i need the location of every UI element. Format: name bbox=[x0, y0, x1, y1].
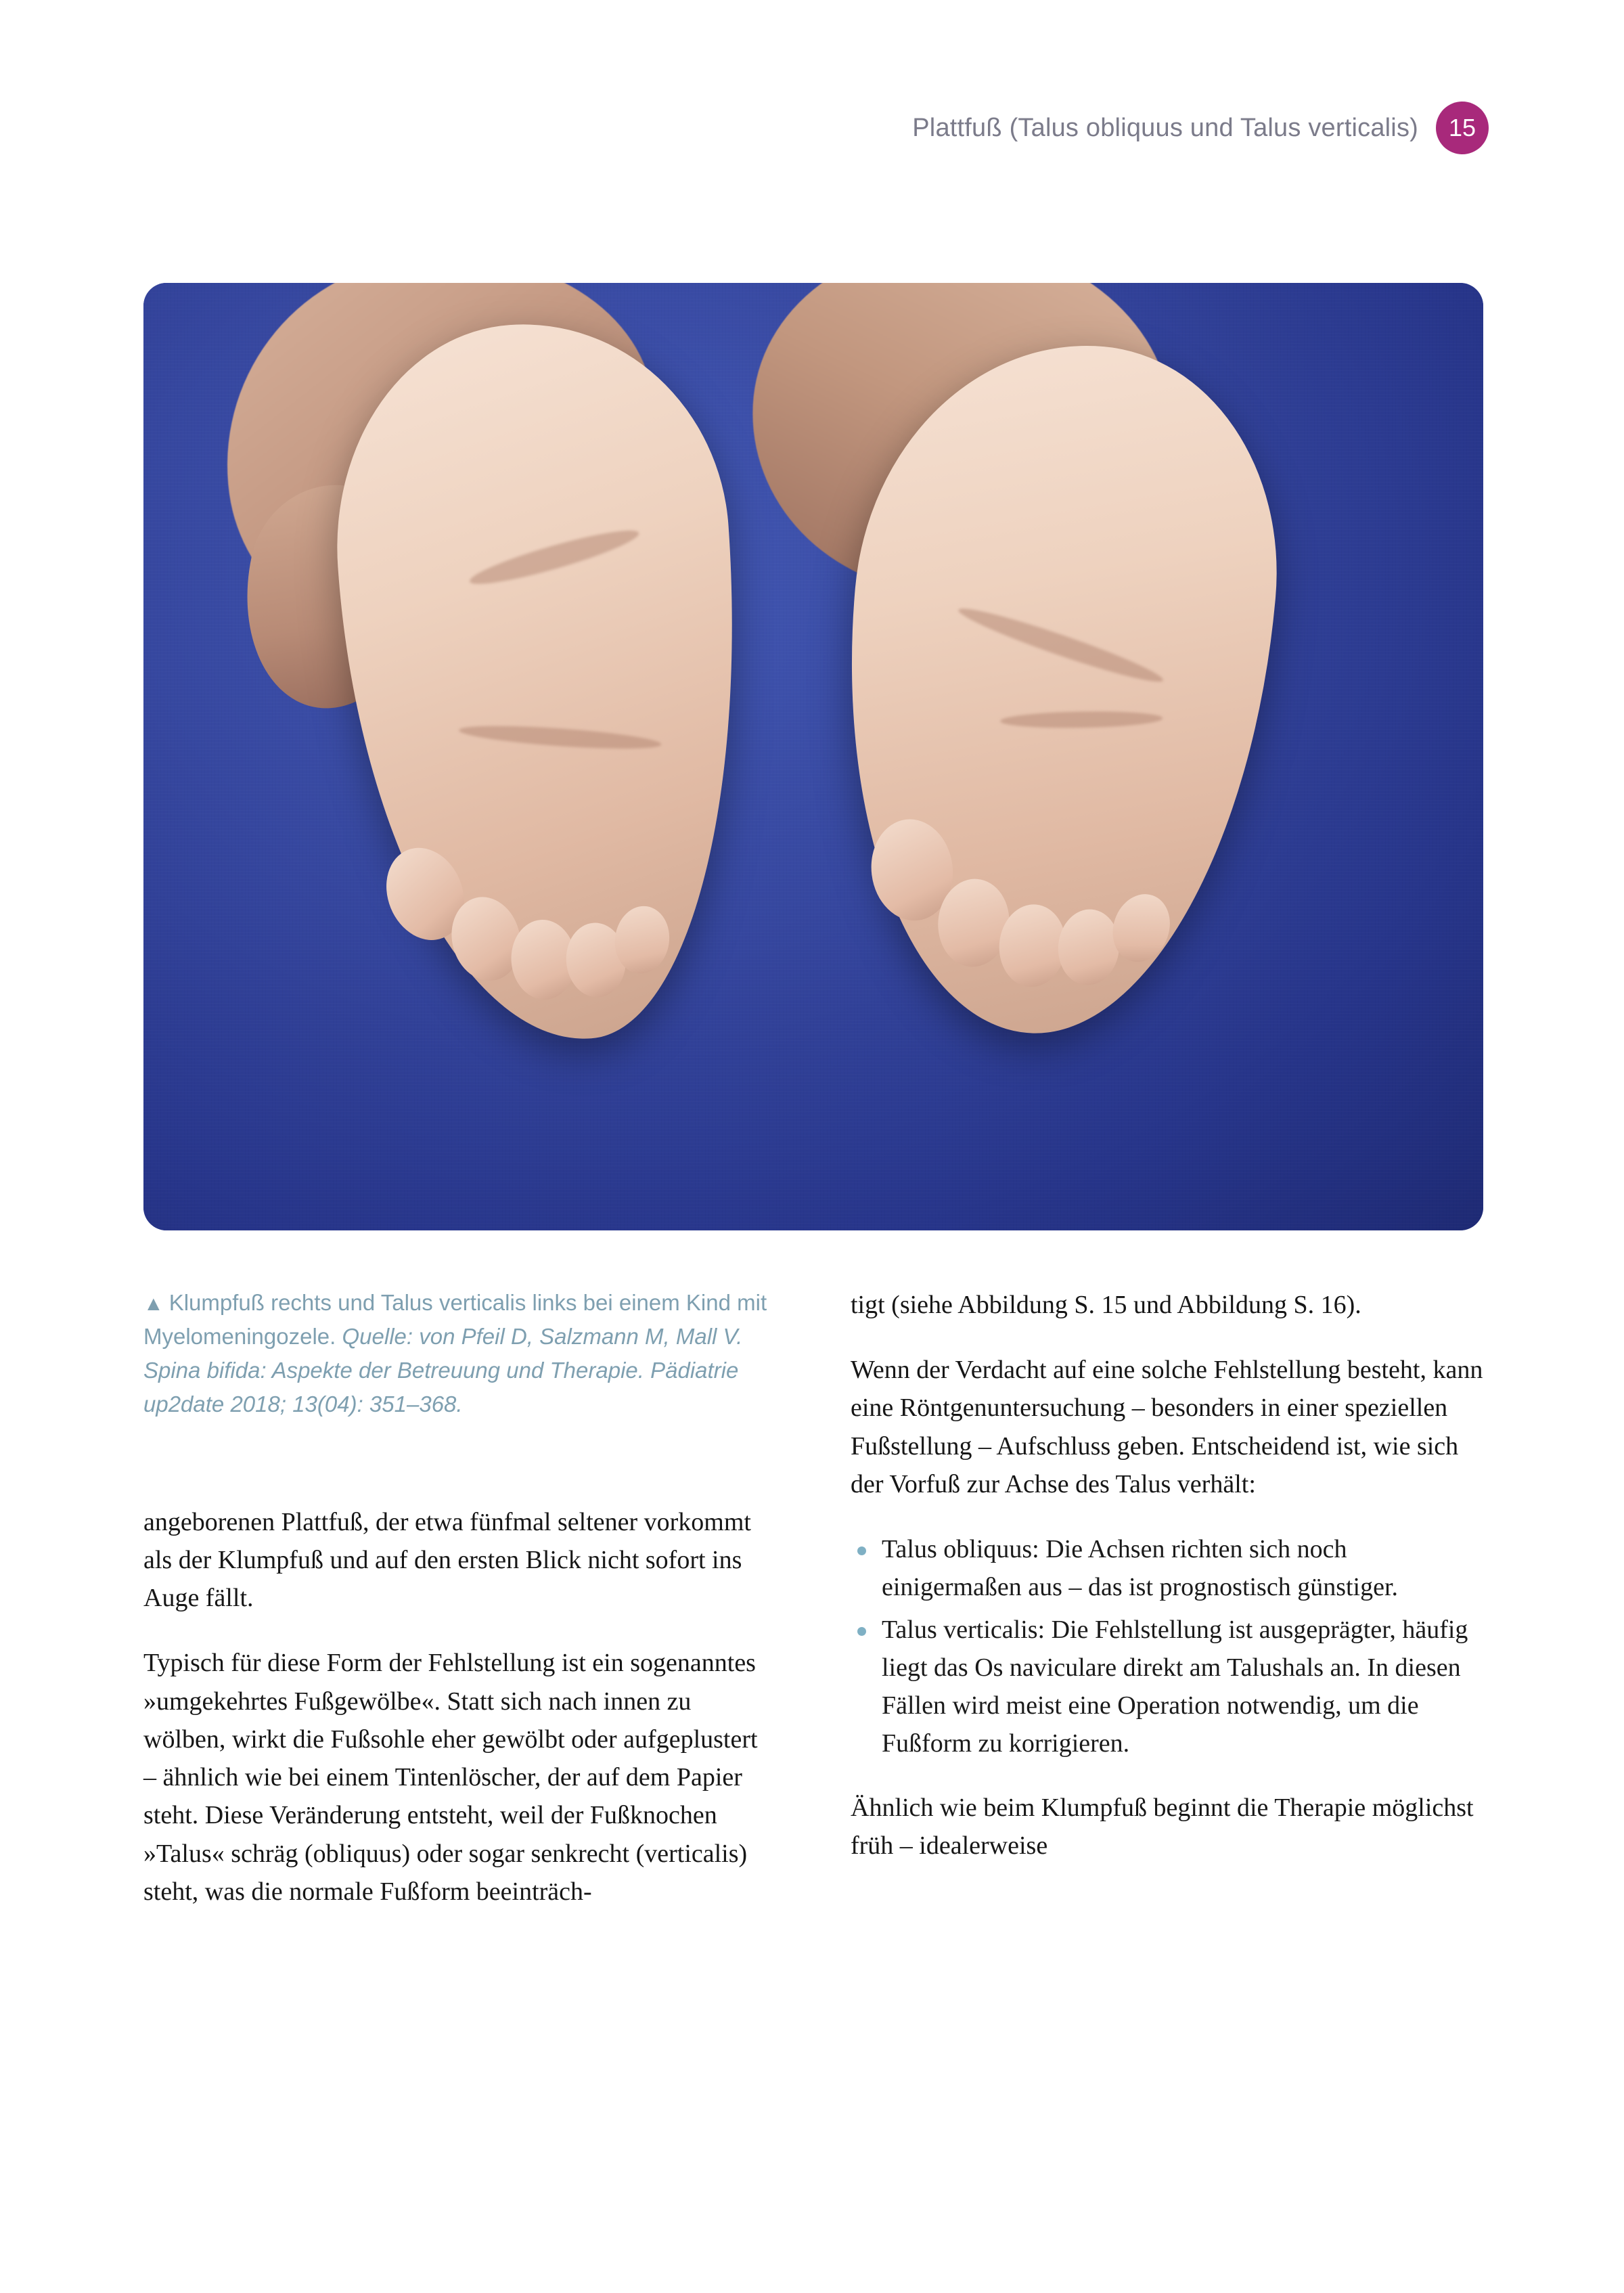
left-paragraph-1: angeborenen Plattfuß, der etwa fünfmal seltener vorkommt als der Klumpfuß und auf den ersten Blick nicht sofort ins Auge fällt. bbox=[143, 1507, 751, 1613]
figure bbox=[143, 283, 1483, 1230]
right-paragraph-last: Ähnlich wie beim Klumpfuß beginnt die Therapie möglichst früh – idealerweise bbox=[851, 1793, 1474, 1860]
sole-crease bbox=[955, 600, 1166, 690]
figure-caption bbox=[143, 1286, 776, 1422]
column-spacer bbox=[143, 1422, 776, 1503]
page-header bbox=[912, 102, 1489, 154]
sole-crease bbox=[1000, 710, 1163, 729]
left-column bbox=[143, 1286, 776, 1911]
page-number-badge: 15 bbox=[1436, 102, 1489, 154]
running-title: Plattfuß (Talus obliquus und Talus verticalis) bbox=[912, 113, 1418, 142]
figure-caption-main: Klumpfuß rechts und Talus verticalis links bei einem Kind mit Myelomeningozele. bbox=[143, 1290, 767, 1350]
up-arrow-icon: ▲ bbox=[143, 1293, 164, 1315]
right-paragraph-top: tigt (siehe Abbildung S. 15 und Abbildung S. 16). bbox=[851, 1291, 1361, 1319]
figure-caption-source: Quelle: von Pfeil D, Salzmann M, Mall V. Spina bifida: Aspekte der Betreuung und Therapie. Pädiatrie up2date 2018; 13(04): 351–368. bbox=[143, 1324, 743, 1417]
list-item: Talus obliquus: Die Achsen richten sich noch einigermaßen aus – das ist prognostisch günstiger. bbox=[851, 1530, 1483, 1606]
toe bbox=[1055, 907, 1122, 987]
sole-crease bbox=[467, 522, 642, 592]
sole-crease bbox=[458, 721, 662, 753]
left-paragraph-2: Typisch für diese Form der Fehlstellung ist ein sogenanntes »umgekehrtes Fußgewölbe«. Statt sich nach innen zu wölben, wirkt die Fußsohle eher gewölbt oder aufgeplustert – ähnlich wie bei einem Tintenlöscher, der auf dem Papier steht. Diese Veränderung entsteht, weil der Fußknochen »Talus« schräg (obliquus) oder sogar senkrecht (verticalis) steht, was die normale Fußform beeinträch- bbox=[143, 1649, 758, 1906]
list-item: Talus verticalis: Die Fehlstellung ist ausgeprägter, häufig liegt das Os naviculare direkt am Talushals an. In diesen Fällen wird meist eine Operation notwendig, um die Fußform zu korrigieren. bbox=[851, 1611, 1483, 1763]
talus-types-list bbox=[851, 1530, 1483, 1762]
right-paragraph-second: Wenn der Verdacht auf eine solche Fehlstellung besteht, kann eine Röntgenuntersuchung – besonders in einer speziellen Fußstellung – Aufschluss geben. Entscheidend ist, wie sich der Vorfuß zur Achse des Talus verhält: bbox=[851, 1356, 1483, 1498]
body-columns bbox=[143, 1286, 1483, 1911]
figure-image bbox=[143, 283, 1483, 1230]
right-column bbox=[851, 1286, 1483, 1911]
